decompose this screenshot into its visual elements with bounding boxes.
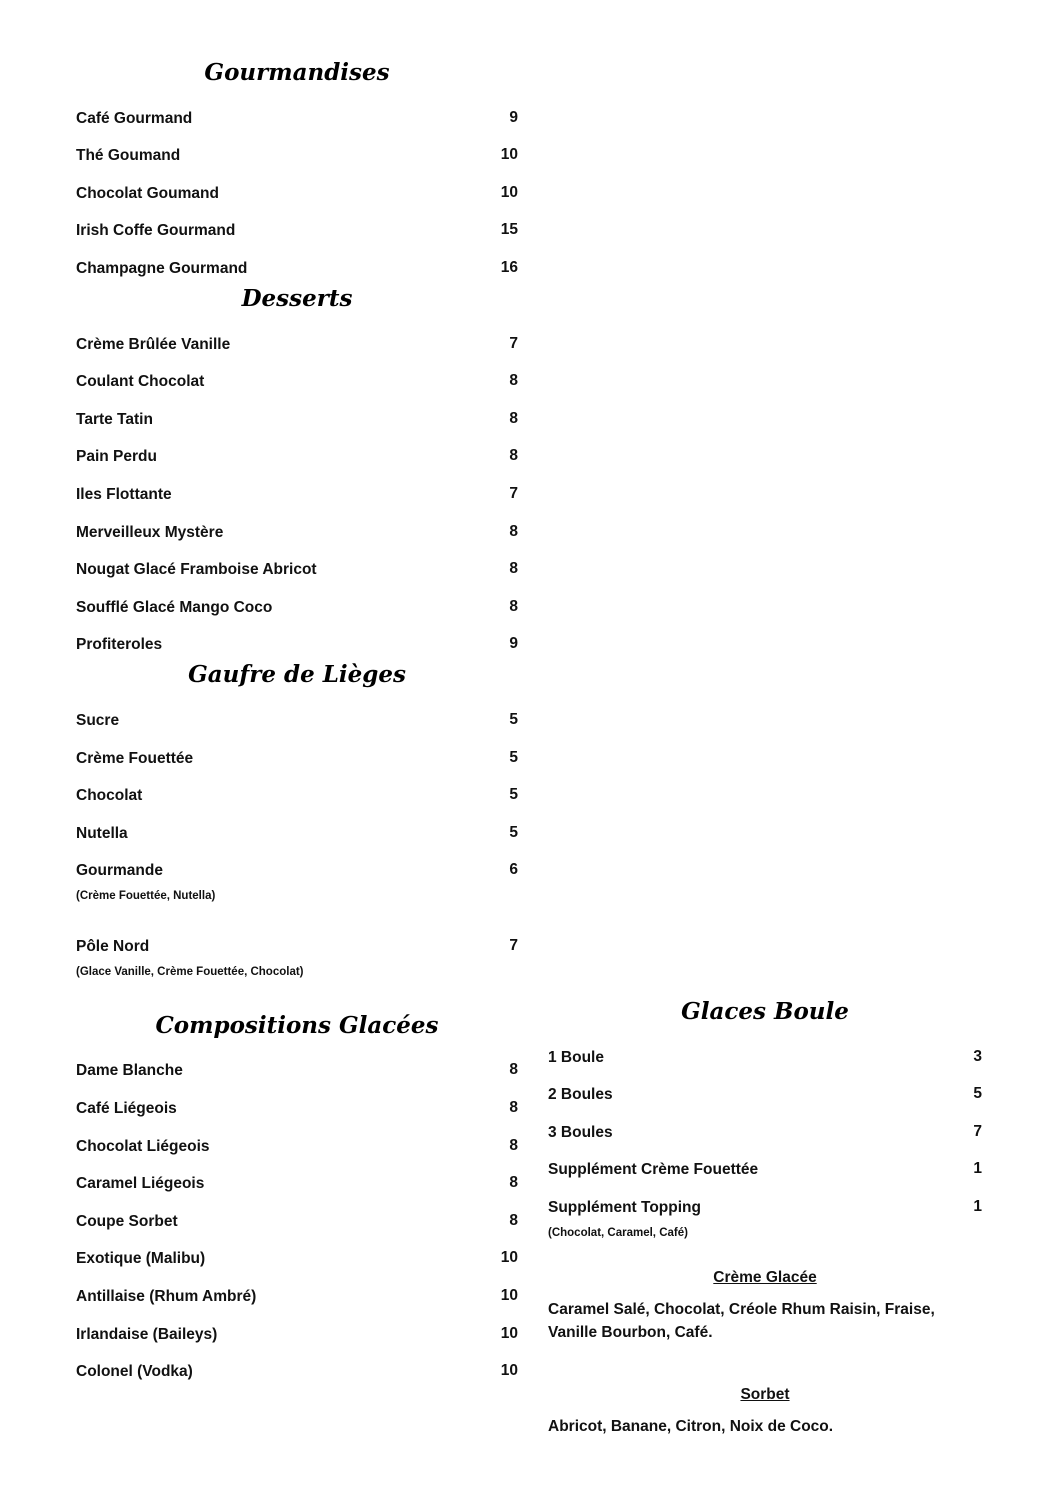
item-note: (Glace Vanille, Crème Fouettée, Chocolat)	[76, 965, 304, 978]
item-price: 6	[509, 861, 518, 879]
item-name: Soufflé Glacé Mango Coco	[76, 598, 273, 616]
item-price: 8	[509, 447, 518, 465]
section-gaufres	[76, 658, 518, 986]
menu-item	[76, 1306, 518, 1344]
item-name: Supplément Crème Fouettée	[548, 1161, 759, 1179]
menu-item	[76, 165, 518, 203]
item-name: Crème Fouettée	[76, 749, 194, 767]
item-name: Coupe Sorbet	[76, 1212, 178, 1230]
menu-item	[76, 354, 518, 392]
item-price: 5	[509, 786, 518, 804]
menu-item	[76, 1118, 518, 1156]
menu-item	[76, 579, 518, 617]
item-name: 3 Boules	[548, 1123, 613, 1141]
section-title: Gaufre de Lièges	[188, 661, 406, 689]
menu-item	[548, 1067, 982, 1105]
item-price: 10	[500, 183, 518, 201]
item-name: Antillaise (Rhum Ambré)	[76, 1288, 257, 1306]
item-name: Pain Perdu	[76, 448, 157, 466]
section-glaces-boule	[548, 995, 982, 1438]
item-price: 8	[509, 1136, 518, 1154]
menu-item	[76, 1231, 518, 1269]
item-name: Coulant Chocolat	[76, 373, 205, 391]
item-price: 1	[973, 1197, 982, 1215]
item-price: 8	[509, 1211, 518, 1229]
menu-item	[76, 466, 518, 504]
item-name: 1 Boule	[548, 1048, 604, 1066]
item-name: Nutella	[76, 824, 128, 842]
item-price: 15	[500, 221, 518, 239]
menu-item	[76, 692, 518, 730]
item-name: Café Gourmand	[76, 109, 193, 127]
section-title: Desserts	[241, 284, 353, 312]
item-price: 5	[509, 823, 518, 841]
item-price: 16	[500, 258, 518, 276]
sorbet-title: Sorbet	[740, 1385, 790, 1403]
menu-item	[76, 1344, 518, 1382]
menu-item	[548, 1029, 982, 1067]
item-name: Dame Blanche	[76, 1062, 183, 1080]
item-name: Champagne Gourmand	[76, 259, 248, 277]
item-name: Caramel Liégeois	[76, 1175, 205, 1193]
item-price: 3	[973, 1047, 982, 1065]
item-name: Café Liégeois	[76, 1100, 177, 1118]
menu-item	[548, 1179, 982, 1217]
item-name: Iles Flottante	[76, 485, 172, 503]
menu-item	[76, 1043, 518, 1081]
item-price: 8	[509, 409, 518, 427]
item-price: 8	[509, 1099, 518, 1117]
item-name: Exotique (Malibu)	[76, 1250, 206, 1268]
item-price: 10	[500, 1287, 518, 1305]
menu-item	[76, 1268, 518, 1306]
menu-item	[76, 203, 518, 241]
menu-item	[76, 1080, 518, 1118]
item-price: 8	[509, 1061, 518, 1079]
item-name: Chocolat	[76, 787, 143, 805]
creme-glacee-title: Crème Glacée	[713, 1268, 817, 1286]
menu-item	[76, 730, 518, 768]
item-name: Supplément Topping	[548, 1198, 701, 1216]
section-compositions	[76, 1009, 518, 1381]
item-price: 10	[500, 1249, 518, 1267]
item-name: Chocolat Goumand	[76, 184, 219, 202]
item-price: 10	[500, 1362, 518, 1380]
menu-item	[76, 617, 518, 655]
creme-glacee-flavours: Caramel Salé, Chocolat, Créole Rhum Raisin, Fraise, Vanille Bourbon, Café.	[548, 1300, 935, 1341]
item-name: Tarte Tatin	[76, 410, 153, 428]
menu-item	[548, 1142, 982, 1180]
item-name: Crème Brûlée Vanille	[76, 335, 231, 353]
item-price: 5	[509, 748, 518, 766]
item-price: 8	[509, 372, 518, 390]
menu-item	[76, 1156, 518, 1194]
section-title: Compositions Glacées	[155, 1011, 439, 1039]
item-price: 8	[509, 1174, 518, 1192]
item-price: 7	[973, 1122, 982, 1140]
right-column	[548, 995, 982, 1438]
menu-item	[76, 542, 518, 580]
item-price: 7	[509, 484, 518, 502]
item-name: Colonel (Vodka)	[76, 1363, 193, 1381]
item-price: 7	[509, 936, 518, 954]
item-name: Thé Goumand	[76, 147, 181, 165]
item-note: (Crème Fouettée, Nutella)	[76, 890, 216, 903]
menu-item	[76, 90, 518, 128]
item-name: 2 Boules	[548, 1086, 613, 1104]
left-column	[76, 56, 518, 1381]
item-price: 8	[509, 560, 518, 578]
menu-item	[76, 843, 518, 881]
item-name: Chocolat Liégeois	[76, 1137, 210, 1155]
section-title: Glaces Boule	[681, 998, 849, 1025]
menu-item	[76, 316, 518, 354]
section-desserts	[76, 282, 518, 654]
item-name: Gourmande	[76, 862, 163, 880]
item-price: 9	[509, 635, 518, 653]
section-gourmandises	[76, 56, 518, 278]
menu-item	[76, 768, 518, 806]
menu-item	[76, 391, 518, 429]
section-title: Gourmandises	[204, 59, 390, 86]
item-price: 9	[509, 108, 518, 126]
item-name: Merveilleux Mystère	[76, 523, 224, 541]
menu-item	[76, 128, 518, 166]
item-name: Nougat Glacé Framboise Abricot	[76, 561, 317, 579]
menu-item	[76, 429, 518, 467]
menu-item	[548, 1104, 982, 1142]
item-name: Profiteroles	[76, 636, 163, 654]
item-price: 1	[973, 1160, 982, 1178]
item-price: 5	[973, 1085, 982, 1103]
item-name: Pôle Nord	[76, 937, 150, 955]
item-name: Irish Coffe Gourmand	[76, 222, 236, 240]
item-name: Irlandaise (Baileys)	[76, 1325, 218, 1343]
menu-item	[76, 1193, 518, 1231]
item-price: 5	[509, 710, 518, 728]
menu-item	[76, 240, 518, 278]
menu-item	[76, 504, 518, 542]
sorbet-flavours: Abricot, Banane, Citron, Noix de Coco.	[548, 1417, 834, 1435]
item-price: 7	[509, 334, 518, 352]
item-note: (Chocolat, Caramel, Café)	[548, 1226, 688, 1239]
item-price: 8	[509, 522, 518, 540]
item-price: 10	[500, 146, 518, 164]
item-name: Sucre	[76, 711, 120, 729]
item-price: 8	[509, 597, 518, 615]
item-price: 10	[500, 1324, 518, 1342]
menu-item	[76, 805, 518, 843]
menu-item	[76, 918, 518, 956]
